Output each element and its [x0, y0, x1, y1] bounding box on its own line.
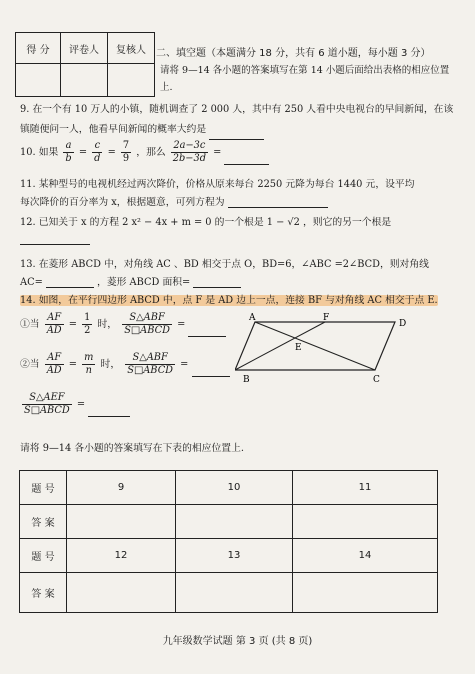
question-10-prefix: 10. 如果 [20, 147, 59, 158]
question-14-text: 14. 如图，在平行四边形 ABCD 中，点 F 是 AD 边上一点，连接 BF 与对角线 AC 相交于点 E. [20, 295, 438, 306]
question-12 [20, 234, 90, 245]
part2-prefix: ②当 [20, 359, 40, 370]
question-14-part2 [20, 352, 230, 377]
reviewer-cell[interactable] [108, 64, 155, 97]
equals-sign: = [68, 359, 77, 370]
part1-prefix: ①当 [20, 319, 40, 330]
score-header-score: 得 分 [16, 33, 61, 64]
answer-blank-13b[interactable] [193, 277, 241, 288]
answer-row-label: 答 案 [20, 573, 67, 613]
answer-blank-9[interactable] [209, 129, 264, 140]
label-e: E [295, 343, 302, 353]
question-14-line1 [20, 292, 438, 306]
answer-blank-14c[interactable] [88, 406, 130, 417]
fraction-area-ratio-aef: $\frac{\text{S△AEF}}{\text{S□ABCD}}$ [24, 392, 70, 416]
label-c: C [373, 375, 380, 385]
question-11-line1: 11. 某种型号的电视机经过两次降价，价格从原来每台 2250 元降为每台 1440 元，设平均 [20, 179, 415, 190]
question-10-mid: ，那么 [136, 147, 166, 158]
part1-when: 时， [97, 319, 118, 330]
equals-sign: = [213, 147, 222, 158]
equals-sign: = [177, 319, 186, 330]
score-table [15, 32, 155, 97]
question-14-part3 [20, 392, 130, 417]
section-title: 二、填空题（本题满分 18 分，共有 6 道小题，每小题 3 分） [156, 48, 431, 59]
answer-header-10: 10 [176, 471, 293, 505]
question-13-ac: AC= [20, 277, 43, 288]
grader-cell[interactable] [61, 64, 108, 97]
answer-cell-12[interactable] [67, 573, 176, 613]
label-d: D [399, 319, 407, 329]
question-13-area: ，菱形 ABCD 面积= [97, 277, 191, 288]
question-12-line1: 12. 已知关于 x 的方程 2 x² − 4x + m = 0 的一个根是 1 − √2 ，则它的另一个根是 [20, 217, 392, 228]
fraction-7-9: $\frac{7}{9}$ [122, 140, 130, 164]
answer-row-label: 答 案 [20, 505, 67, 539]
fraction-a-b: $\frac{a}{b}$ [65, 140, 72, 164]
question-9 [20, 100, 460, 140]
answer-header-13: 13 [176, 539, 293, 573]
answer-blank-14b[interactable] [192, 366, 230, 377]
answer-cell-10[interactable] [176, 505, 293, 539]
answer-cell-11[interactable] [293, 505, 438, 539]
equals-sign: = [78, 147, 88, 158]
equals-sign: = [107, 147, 116, 158]
section-note: 请将 9—14 各小题的答案填写在第 14 小题后面给出表格的相应位置上. [160, 65, 450, 93]
question-11-line2: 每次降价的百分率为 x，根据题意，可列方程为 [20, 197, 225, 208]
answer-blank-12[interactable] [20, 234, 90, 245]
answer-table [19, 470, 438, 613]
score-header-grader: 评卷人 [61, 33, 108, 64]
diagonal-ac [255, 322, 375, 370]
fraction-m-n: $\frac{m}{n}$ [84, 352, 94, 376]
parallelogram-diagram [235, 312, 410, 387]
answer-row-label: 题 号 [20, 539, 67, 573]
label-b: B [243, 375, 250, 385]
question-13 [20, 274, 241, 288]
answer-row-label: 题 号 [20, 471, 67, 505]
equals-sign: = [76, 399, 86, 410]
part2-when: 时， [100, 359, 121, 370]
answer-note: 请将 9—14 各小题的答案填写在下表的相应位置上. [20, 443, 244, 454]
question-14-part1 [20, 312, 226, 337]
answer-blank-11[interactable] [228, 197, 328, 208]
fraction-expression: $\frac{2a-3c}{2b-3d}$ [172, 140, 207, 164]
question-10 [20, 140, 269, 165]
answer-cell-13[interactable] [176, 573, 293, 613]
fraction-area-ratio: $\frac{\text{S△ABF}}{\text{S□ABCD}}$ [124, 312, 170, 336]
answer-blank-10[interactable] [224, 154, 269, 165]
answer-cell-9[interactable] [67, 505, 176, 539]
label-f: F [323, 313, 330, 323]
question-13-line1: 13. 在菱形 ABCD 中，对角线 AC 、BD 相交于点 O，BD=6，∠ABC =2∠BCD，则对角线 [20, 259, 429, 270]
fraction-af-ad: $\frac{AF}{AD}$ [46, 352, 62, 376]
equals-sign: = [180, 359, 189, 370]
page-footer: 九年级数学试题 第 3 页 (共 8 页) [162, 636, 313, 647]
answer-header-9: 9 [67, 471, 176, 505]
equals-sign: = [68, 319, 77, 330]
answer-header-14: 14 [293, 539, 438, 573]
score-cell[interactable] [16, 64, 61, 97]
label-a: A [249, 313, 256, 323]
fraction-af-ad: $\frac{AF}{AD}$ [46, 312, 62, 336]
question-9-text: 9. 在一个有 10 万人的小镇，随机调查了 2 000 人，其中有 250 人看中央电视台的早间新闻，在该镇随便问一人，他看早间新闻的概率大约是 [20, 104, 454, 135]
answer-cell-14[interactable] [293, 573, 438, 613]
fraction-1-2: $\frac{1}{2}$ [84, 312, 91, 336]
answer-blank-14a[interactable] [188, 326, 226, 337]
segment-bf [235, 322, 325, 370]
answer-blank-13a[interactable] [46, 277, 94, 288]
fraction-area-ratio: $\frac{\text{S△ABF}}{\text{S□ABCD}}$ [127, 352, 174, 376]
answer-header-12: 12 [67, 539, 176, 573]
fraction-c-d: $\frac{c}{d}$ [94, 140, 101, 164]
score-header-reviewer: 复核人 [108, 33, 155, 64]
answer-header-11: 11 [293, 471, 438, 505]
question-11 [20, 194, 328, 208]
